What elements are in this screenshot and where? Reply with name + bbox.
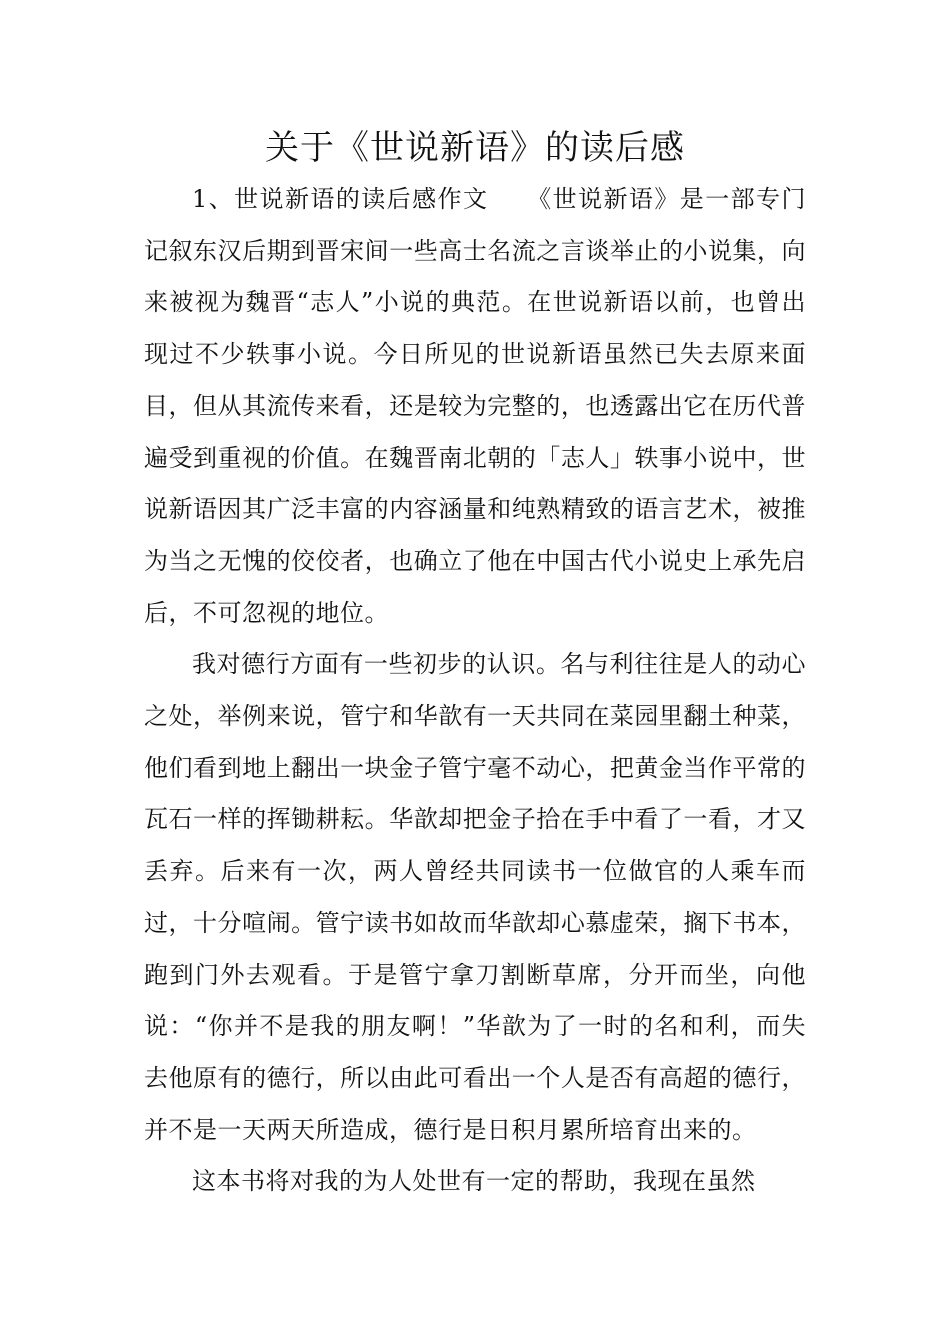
- paragraph-2: 我对德行方面有一些初步的认识。名与利往往是人的动心之处，举例来说，管宁和华歆有一天共同在菜园里翻土种菜，他们看到地上翻出一块金子管宁毫不动心，把黄金当作平常的瓦石一样的挥锄耕耘。华歆却把金子拾在手中看了一看，才又丢弃。后来有一次，两人曾经共同读书一位做官的人乘车而过，十分喧闹。管宁读书如故而华歆却心慕虚荣，搁下书本，跑到门外去观看。于是管宁拿刀割断草席，分开而坐，向他说：“你并不是我的朋友啊！”华歆为了一时的名和利，而失去他原有的德行，所以由此可看出一个人是否有高超的德行，并不是一天两天所造成，德行是日积月累所培育出来的。: [144, 650, 806, 1144]
- paragraph-1: 1、世说新语的读后感作文 《世说新语》是一部专门记叙东汉后期到晋宋间一些高士名流之言谈举止的小说集，向来被视为魏晋“志人”小说的典范。在世说新语以前，也曾出现过不少轶事小说。今日所见的世说新语虽然已失去原来面目，但从其流传来看，还是较为完整的，也透露出它在历代普遍受到重视的价值。在魏晋南北朝的「志人」轶事小说中，世说新语因其广泛丰富的内容涵量和纯熟精致的语言艺术，被推为当之无愧的佼佼者，也确立了他在中国古代小说史上承先启后，不可忽视的地位。: [144, 185, 806, 627]
- document-title: 关于《世说新语》的读后感: [265, 128, 685, 168]
- document-body: [144, 174, 806, 1208]
- paragraph-3: 这本书将对我的为人处世有一定的帮助，我现在虽然: [192, 1167, 756, 1196]
